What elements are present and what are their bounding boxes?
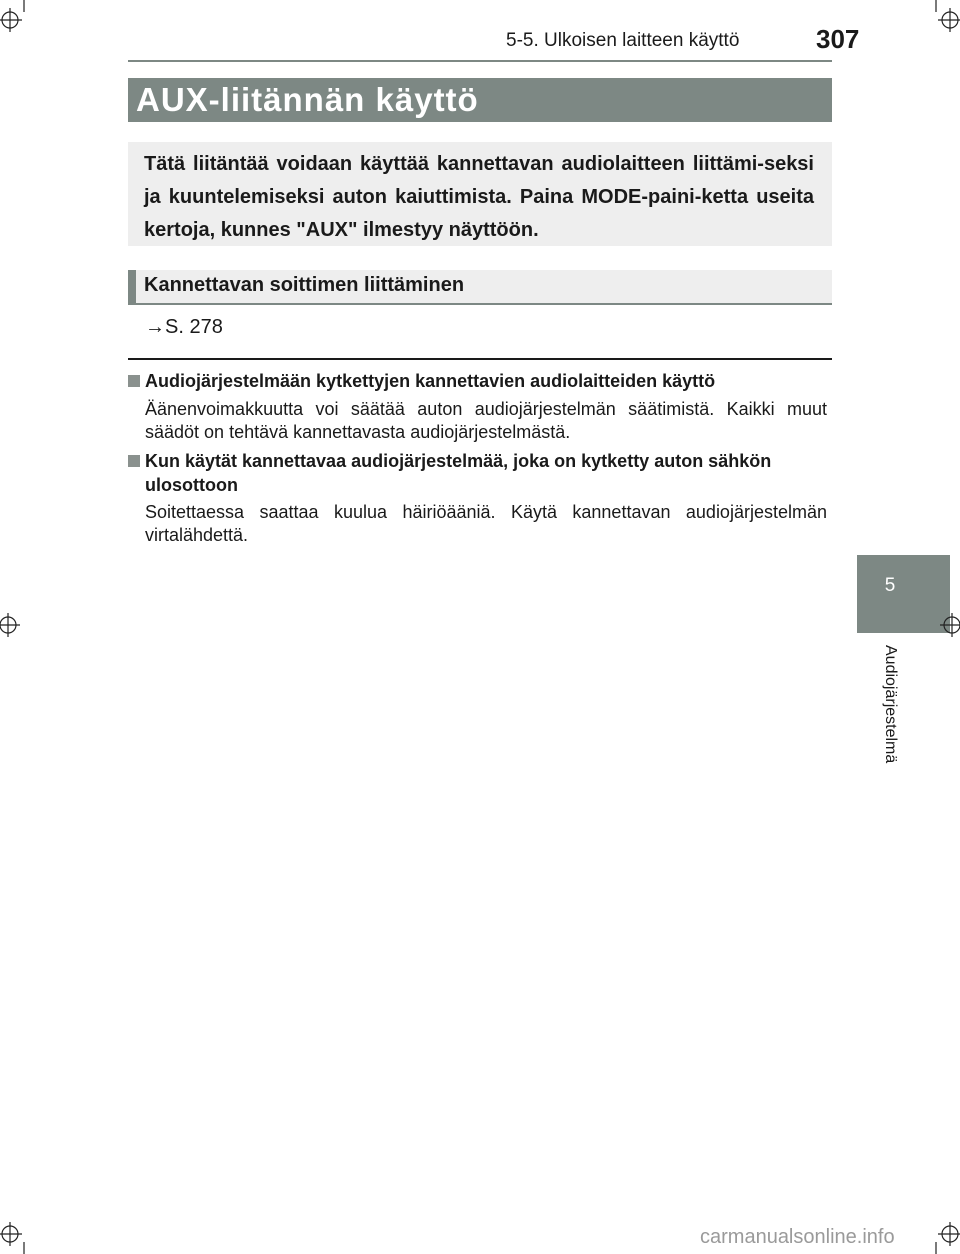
note-bullet-icon [128, 455, 140, 467]
registration-mark-icon [0, 1214, 40, 1254]
note-title: Audiojärjestelmään kytkettyjen kannettavien audiolaitteiden käyttö [145, 371, 716, 391]
subheading-text: Kannettavan soittimen liittäminen [144, 274, 465, 296]
chapter-number: 5 [884, 575, 896, 596]
page-number: 307 [816, 24, 860, 54]
notes-divider [128, 358, 832, 360]
intro-text: Tätä liitäntää voidaan käyttää kannettavan audiolaitteen liittämi-seksi ja kuuntelemiseksi auton kaiuttimista. Paina MODE-paini-ketta useita kertoja, kunnes "AUX" ilmestyy näyttöön. [144, 153, 814, 241]
chapter-label-wrap [857, 645, 923, 795]
chapter-label: Audiojärjestelmä [882, 645, 899, 764]
header-rule [128, 60, 832, 62]
registration-mark-icon [920, 1214, 960, 1254]
note-bullet-icon [128, 375, 140, 387]
page-title: AUX-liitännän käyttö [128, 78, 832, 122]
registration-mark-icon [0, 0, 40, 40]
page-reference-link[interactable]: →S. 278 [145, 316, 223, 338]
note-title: Kun käytät kannettavaa audiojärjestelmää, joka on kytketty auton sähkön ulosottoon [145, 451, 772, 495]
note-body: Äänenvoimakkuutta voi säätää auton audiojärjestelmän säätimistä. Kaikki muut säädöt on tehtävä kannettavasta audiojärjestelmästä. [145, 399, 827, 442]
subheading-bar [128, 270, 832, 305]
section-label: 5-5. Ulkoisen laitteen käyttö [506, 30, 740, 51]
registration-mark-icon [0, 605, 30, 645]
registration-mark-icon [920, 0, 960, 40]
intro-box [128, 142, 832, 246]
watermark: carmanualsonline.info [700, 1226, 895, 1248]
subheading-marker [128, 270, 136, 303]
registration-mark-icon [930, 605, 960, 645]
note-body: Soitettaessa saattaa kuulua häiriöääniä. Käytä kannettavan audiojärjestelmän virtalähdettä. [145, 502, 827, 545]
